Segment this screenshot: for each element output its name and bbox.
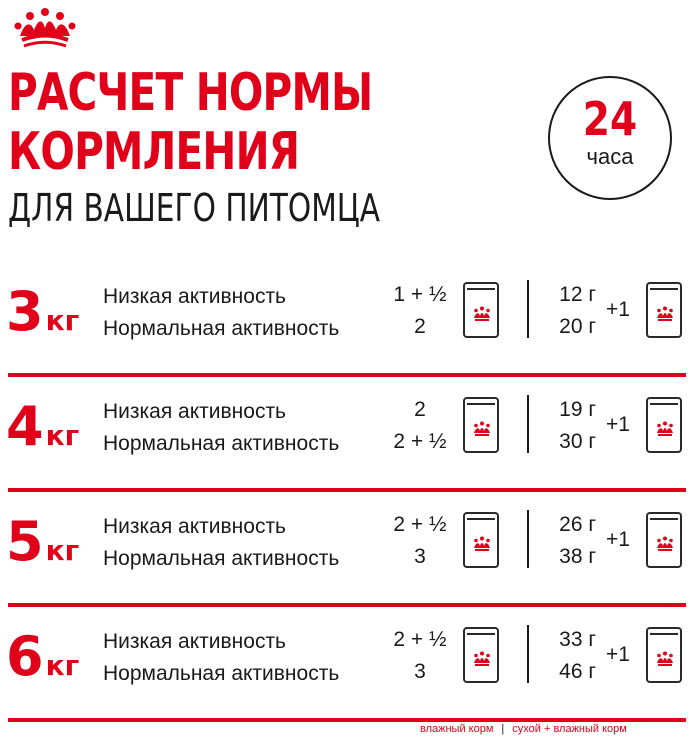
feeding-row-5kg	[0, 492, 694, 607]
activity-low-label: Низкая активность	[103, 400, 287, 423]
dry-food-low: 33 г	[559, 628, 596, 651]
page-title	[8, 64, 372, 182]
dry-food-low: 12 г	[559, 283, 596, 306]
legend-wet: влажный корм	[420, 723, 494, 735]
feeding-row-3kg	[0, 262, 694, 377]
dry-food-low: 19 г	[559, 398, 596, 421]
legend	[420, 722, 627, 736]
weight-label	[6, 395, 80, 464]
wet-pouches-low: 2	[414, 398, 426, 421]
weight-value: 5	[6, 510, 44, 573]
wet-food-pouch-icon	[646, 397, 682, 453]
wet-pouches-low: 1 + ½	[393, 283, 447, 306]
weight-label	[6, 280, 80, 349]
period-badge	[548, 76, 672, 200]
dry-food-normal: 20 г	[559, 315, 596, 338]
activity-low-label: Низкая активность	[103, 515, 287, 538]
activity-normal-label: Нормальная активность	[103, 547, 340, 570]
weight-unit: кг	[45, 304, 80, 337]
wet-food-pouch-icon	[646, 282, 682, 338]
wet-pouches-low: 2 + ½	[393, 628, 447, 651]
weight-value: 3	[6, 280, 44, 343]
plus-pouch-label: +1	[606, 298, 630, 321]
royal-crown-logo-icon	[14, 6, 76, 48]
activity-low-label: Низкая активность	[103, 630, 287, 653]
dry-food-normal: 30 г	[559, 430, 596, 453]
weight-label	[6, 510, 80, 579]
plus-pouch-label: +1	[606, 413, 630, 436]
weight-label	[6, 625, 80, 694]
wet-food-pouch-icon	[646, 512, 682, 568]
weight-unit: кг	[45, 419, 80, 452]
feeding-table	[0, 262, 694, 722]
weight-value: 6	[6, 625, 44, 688]
activity-normal-label: Нормальная активность	[103, 432, 340, 455]
legend-mixed: сухой + влажный корм	[512, 723, 627, 735]
wet-food-pouch-icon	[463, 512, 499, 568]
weight-unit: кг	[45, 534, 80, 567]
wet-pouches-normal: 2 + ½	[393, 430, 447, 453]
column-divider	[527, 510, 529, 568]
column-divider	[527, 625, 529, 683]
column-divider	[527, 395, 529, 453]
plus-pouch-label: +1	[606, 528, 630, 551]
dry-food-normal: 46 г	[559, 660, 596, 683]
plus-pouch-label: +1	[606, 643, 630, 666]
activity-normal-label: Нормальная активность	[103, 662, 340, 685]
period-unit: часа	[586, 144, 634, 169]
legend-separator: |	[501, 723, 505, 735]
wet-pouches-low: 2 + ½	[393, 513, 447, 536]
dry-food-normal: 38 г	[559, 545, 596, 568]
page-subtitle: ДЛЯ ВАШЕГО ПИТОМЦА	[8, 186, 381, 230]
wet-pouches-normal: 3	[414, 545, 426, 568]
wet-pouches-normal: 2	[414, 315, 426, 338]
wet-food-pouch-icon	[463, 627, 499, 683]
title-line-1: РАСЧЕТ НОРМЫ	[8, 63, 373, 123]
activity-normal-label: Нормальная активность	[103, 317, 340, 340]
wet-food-pouch-icon	[463, 282, 499, 338]
feeding-row-4kg	[0, 377, 694, 492]
weight-value: 4	[6, 395, 44, 458]
dry-food-low: 26 г	[559, 513, 596, 536]
title-line-2: КОРМЛЕНИЯ	[8, 122, 300, 182]
weight-unit: кг	[45, 649, 80, 682]
activity-low-label: Низкая активность	[103, 285, 287, 308]
column-divider	[527, 280, 529, 338]
wet-food-pouch-icon	[463, 397, 499, 453]
wet-pouches-normal: 3	[414, 660, 426, 683]
wet-food-pouch-icon	[646, 627, 682, 683]
feeding-row-6kg	[0, 607, 694, 722]
period-number: 24	[582, 92, 638, 146]
